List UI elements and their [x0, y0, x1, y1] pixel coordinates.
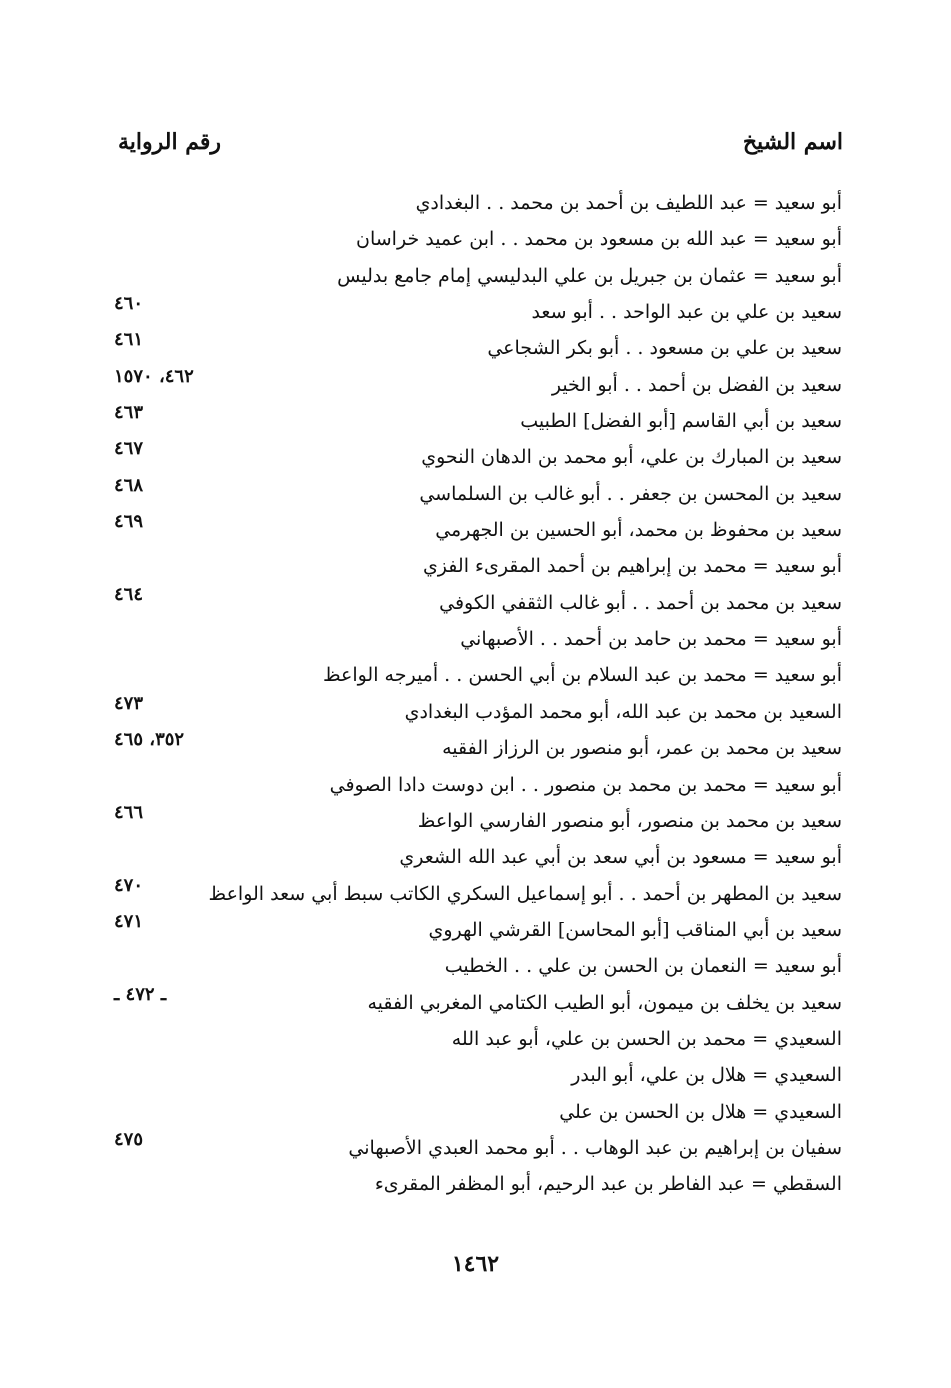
- entry-number: ٤٦٤: [114, 583, 144, 605]
- entry-name: سعيد بن المبارك بن علي، أبو محمد بن الدهان النحوي: [421, 446, 842, 469]
- list-item: [100, 731, 842, 767]
- list-item: [100, 404, 842, 440]
- list-item: [100, 365, 842, 404]
- entry-name: سعيد بن علي بن مسعود . . أبو بكر الشجاعي: [487, 337, 842, 360]
- entries-list: [100, 186, 842, 1204]
- entry-number: ٤٦٨: [114, 474, 144, 496]
- list-item: [100, 1095, 842, 1131]
- entry-name: أبو سعيد = محمد بن عبد السلام بن أبي الحسن . . أميرجه الواعظ: [322, 664, 842, 687]
- entry-name: السعيدي = هلال بن الحسن بن علي: [559, 1100, 842, 1123]
- column-header-narration-number: رقم الرواية: [118, 129, 222, 155]
- entry-name: أبو سعيد = مسعود بن أبي سعد بن أبي عبد الله الشعري: [399, 846, 842, 869]
- entry-name: السعيدي = هلال بن علي، أبو البدر: [571, 1064, 842, 1087]
- entry-number: ٤٦٢، ١٥٧٠: [114, 365, 194, 387]
- entry-name: سعيد بن محمد بن منصور، أبو منصور الفارسي الواعظ: [417, 809, 842, 832]
- column-header-sheikh-name: اسم الشيخ: [742, 129, 843, 155]
- list-item: [100, 474, 842, 513]
- entry-name: سعيد بن محمد بن أحمد . . أبو غالب الثقفي الكوفي: [439, 591, 842, 614]
- list-item: [100, 840, 842, 876]
- list-item: [100, 874, 842, 913]
- entry-number: ٤٧٥: [114, 1128, 144, 1150]
- entry-name: أبو سعيد = محمد بن محمد بن منصور . . ابن دوست دادا الصوفي: [329, 773, 842, 796]
- list-item: [100, 1167, 842, 1203]
- list-item: [100, 331, 842, 367]
- entry-number: ٤٦٦: [114, 801, 144, 823]
- entry-number: ٤٦٩: [114, 511, 144, 533]
- list-item: [100, 186, 842, 222]
- entry-number: ٣٥٢، ٤٦٥: [114, 729, 185, 751]
- entry-name: السعيد بن محمد بن عبد الله، أبو محمد المؤدب البغدادي: [404, 700, 842, 723]
- entry-name: سعيد بن محفوظ بن محمد، أبو الحسين بن الجهرمي: [435, 519, 842, 542]
- list-item: [100, 801, 842, 840]
- entry-name: السعيدي = محمد بن الحسن بن علي، أبو عبد الله: [451, 1027, 842, 1050]
- list-item: [100, 692, 842, 731]
- entry-number: ٤٦٣: [114, 402, 144, 424]
- entry-number: ٤٧٣: [114, 692, 144, 714]
- list-item: [100, 622, 842, 658]
- list-item: [100, 910, 842, 949]
- list-item: [100, 549, 842, 585]
- list-item: [100, 1022, 842, 1058]
- list-item: [100, 513, 842, 549]
- list-item: [100, 768, 842, 804]
- entry-number: ٤٧٠: [114, 874, 144, 896]
- entry-name: سفيان بن إبراهيم بن عبد الوهاب . . أبو محمد العبدي الأصبهاني: [348, 1136, 842, 1159]
- entry-name: سعيد بن الفضل بن أحمد . . أبو الخير: [551, 373, 842, 396]
- list-item: [100, 949, 842, 985]
- list-item: [100, 1128, 842, 1167]
- entry-number: ٤٧١: [114, 910, 144, 932]
- list-item: [100, 222, 842, 258]
- list-item: [100, 658, 842, 694]
- entry-name: سعيد بن المحسن بن جعفر . . أبو غالب بن السلماسي: [419, 482, 842, 505]
- entry-number: ٤٦١: [114, 329, 144, 351]
- list-item: [100, 1058, 842, 1094]
- entry-name: سعيد بن محمد بن عمر، أبو منصور بن الرزاز الفقيه: [442, 737, 842, 760]
- entry-number: ٤٦٧: [114, 438, 144, 460]
- entry-name: سعيد بن يخلف بن ميمون، أبو الطيب الكتامي المغربي الفقيه: [367, 991, 842, 1014]
- entry-name: سعيد بن أبي القاسم [أبو الفضل] الطبيب: [520, 410, 842, 433]
- entry-name: أبو سعيد = عثمان بن جبريل بن علي البدليسي إمام جامع بدليس: [337, 264, 842, 287]
- list-item: [100, 440, 842, 476]
- entry-name: سعيد بن علي بن عبد الواحد . . أبو سعد: [531, 301, 842, 324]
- entry-name: سعيد بن أبي المناقب [أبو المحاسن] القرشي الهروي: [428, 918, 842, 941]
- entry-name: أبو سعيد = عبد الله بن مسعود بن محمد . . ابن عميد خراسان: [356, 228, 842, 251]
- list-item: [100, 295, 842, 331]
- entry-name: أبو سعيد = محمد بن إبراهيم بن أحمد المقرىء الفزي: [422, 555, 842, 578]
- entry-number: ٤٦٠: [114, 293, 144, 315]
- entry-number: ـ ٤٧٢ ـ: [114, 983, 167, 1005]
- entry-name: السقطي = عبد الفاطر بن عبد الرحيم، أبو المظفر المقرىء: [374, 1173, 842, 1196]
- page-number: ١٤٦٢: [451, 1251, 500, 1277]
- list-item: [100, 583, 842, 622]
- entry-name: أبو سعيد = عبد اللطيف بن أحمد بن محمد . . البغدادي: [415, 192, 842, 214]
- entry-name: أبو سعيد = محمد بن حامد بن أحمد . . الأصبهاني: [460, 628, 842, 651]
- entry-name: أبو سعيد = النعمان بن الحسن بن علي . . الخطيب: [444, 955, 842, 978]
- entry-name: سعيد بن المطهر بن أحمد . . أبو إسماعيل السكري الكاتب سبط أبي سعد الواعظ: [208, 882, 842, 905]
- list-item: [100, 983, 842, 1022]
- list-item: [100, 259, 842, 295]
